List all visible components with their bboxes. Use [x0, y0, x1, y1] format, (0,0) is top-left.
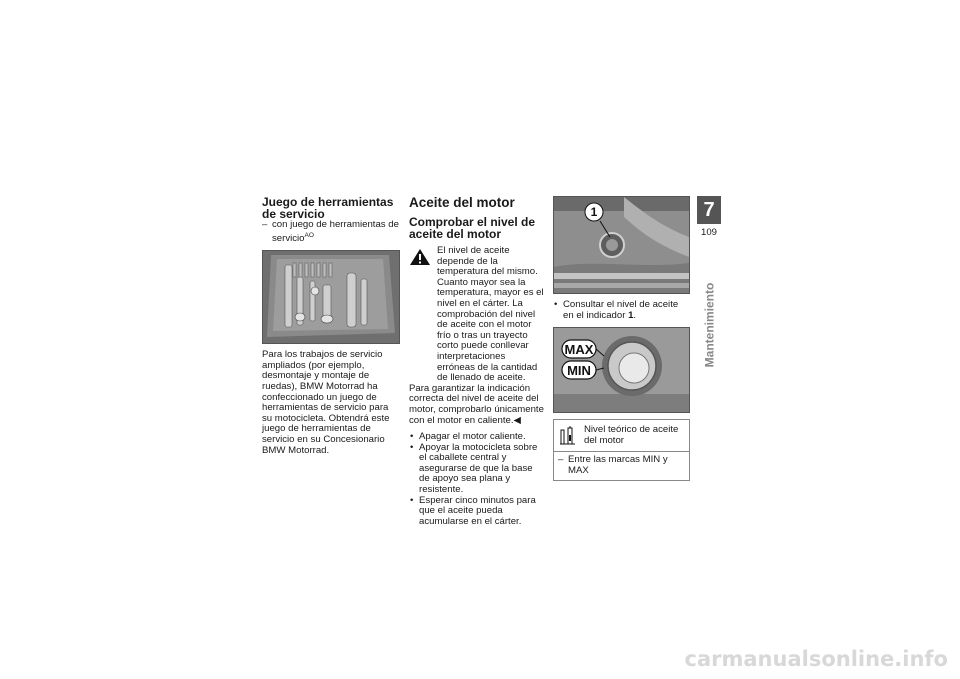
- section-heading-tool-kit: Juego de herramientas de servicio: [262, 195, 394, 221]
- spec-value: – Entre las marcas MIN y MAX: [558, 455, 685, 476]
- list-item: • Esperar cinco minutos para que el aceite pueda acumularse en el cárter.: [409, 496, 545, 528]
- tool-kit-option: [262, 220, 400, 244]
- indicator-steps: [553, 300, 690, 321]
- sentence-end: .: [633, 309, 637, 321]
- engine-oil-indicator-photo: [553, 196, 690, 294]
- callout-number: 1: [590, 205, 598, 219]
- indicator-step-text: Consultar el nivel de aceite en el indicador: [563, 299, 679, 321]
- list-item: • Apagar el motor caliente.: [409, 432, 545, 443]
- oil-check-instruction: [409, 384, 545, 426]
- column-oil-indicator: [553, 196, 690, 481]
- oil-level-spec-box: [553, 419, 690, 481]
- end-mark: ◀: [513, 414, 521, 426]
- chapter-tab: [697, 196, 721, 368]
- oil-check-text: Para garantizar la indicación correcta del nivel de aceite del motor, comprobarlo únicamente con el motor en caliente.: [409, 382, 544, 426]
- column-engine-oil: [409, 196, 545, 527]
- optional-accessory-mark: AO: [304, 231, 314, 239]
- tool-kit-photo: [262, 250, 400, 344]
- spec-title-row: [554, 420, 689, 452]
- chapter-title-text: Mantenimiento: [702, 282, 717, 368]
- tool-kit-option-text: con juego de herramientas de servicio: [272, 219, 399, 244]
- max-label: MAX: [564, 342, 594, 358]
- list-item: • Apoyar la motocicleta sobre el caballete central y asegurarse de que la base de apoyo sea plana y resistente.: [409, 443, 545, 496]
- subheading-check-oil: Comprobar el nivel de aceite del motor: [409, 215, 536, 241]
- oil-can-icon: [558, 425, 578, 447]
- warning-triangle-icon: [409, 248, 431, 266]
- spec-value-row: [554, 452, 689, 480]
- spec-title: Nivel teórico de aceite del motor: [584, 424, 679, 446]
- oil-check-steps: [409, 432, 545, 527]
- chapter-number: 7: [697, 196, 721, 224]
- section-heading-engine-oil: Aceite del motor: [409, 195, 515, 210]
- column-tool-kit: [262, 196, 400, 456]
- page-number: 109: [700, 227, 717, 238]
- tool-kit-description: Para los trabajos de servicio ampliados (por ejemplo, desmontaje y montaje de ruedas), BMW Motorrad ha confeccionado un juego de herramientas de servicio para su motocicleta. Obtendrá este juego de herramientas de servicio en su Concesionario BMW Motorrad.: [262, 349, 390, 456]
- indicator-ref: 1: [628, 309, 634, 321]
- min-max-window-photo: [553, 327, 690, 413]
- min-label: MIN: [567, 363, 591, 379]
- warning-note: [409, 246, 545, 384]
- warning-text: El nivel de aceite depende de la temperatura del mismo. Cuanto mayor sea la temperatura, mayor es el nivel en el cárter. La comprobación del nivel de aceite con el motor frío o tras un trayecto corto puede conllevar interpretaciones erróneas de la cantidad de llenado de aceite.: [437, 245, 544, 384]
- watermark: carmanualsonline.info: [684, 647, 948, 671]
- list-item: [553, 300, 690, 321]
- chapter-title: [699, 280, 719, 370]
